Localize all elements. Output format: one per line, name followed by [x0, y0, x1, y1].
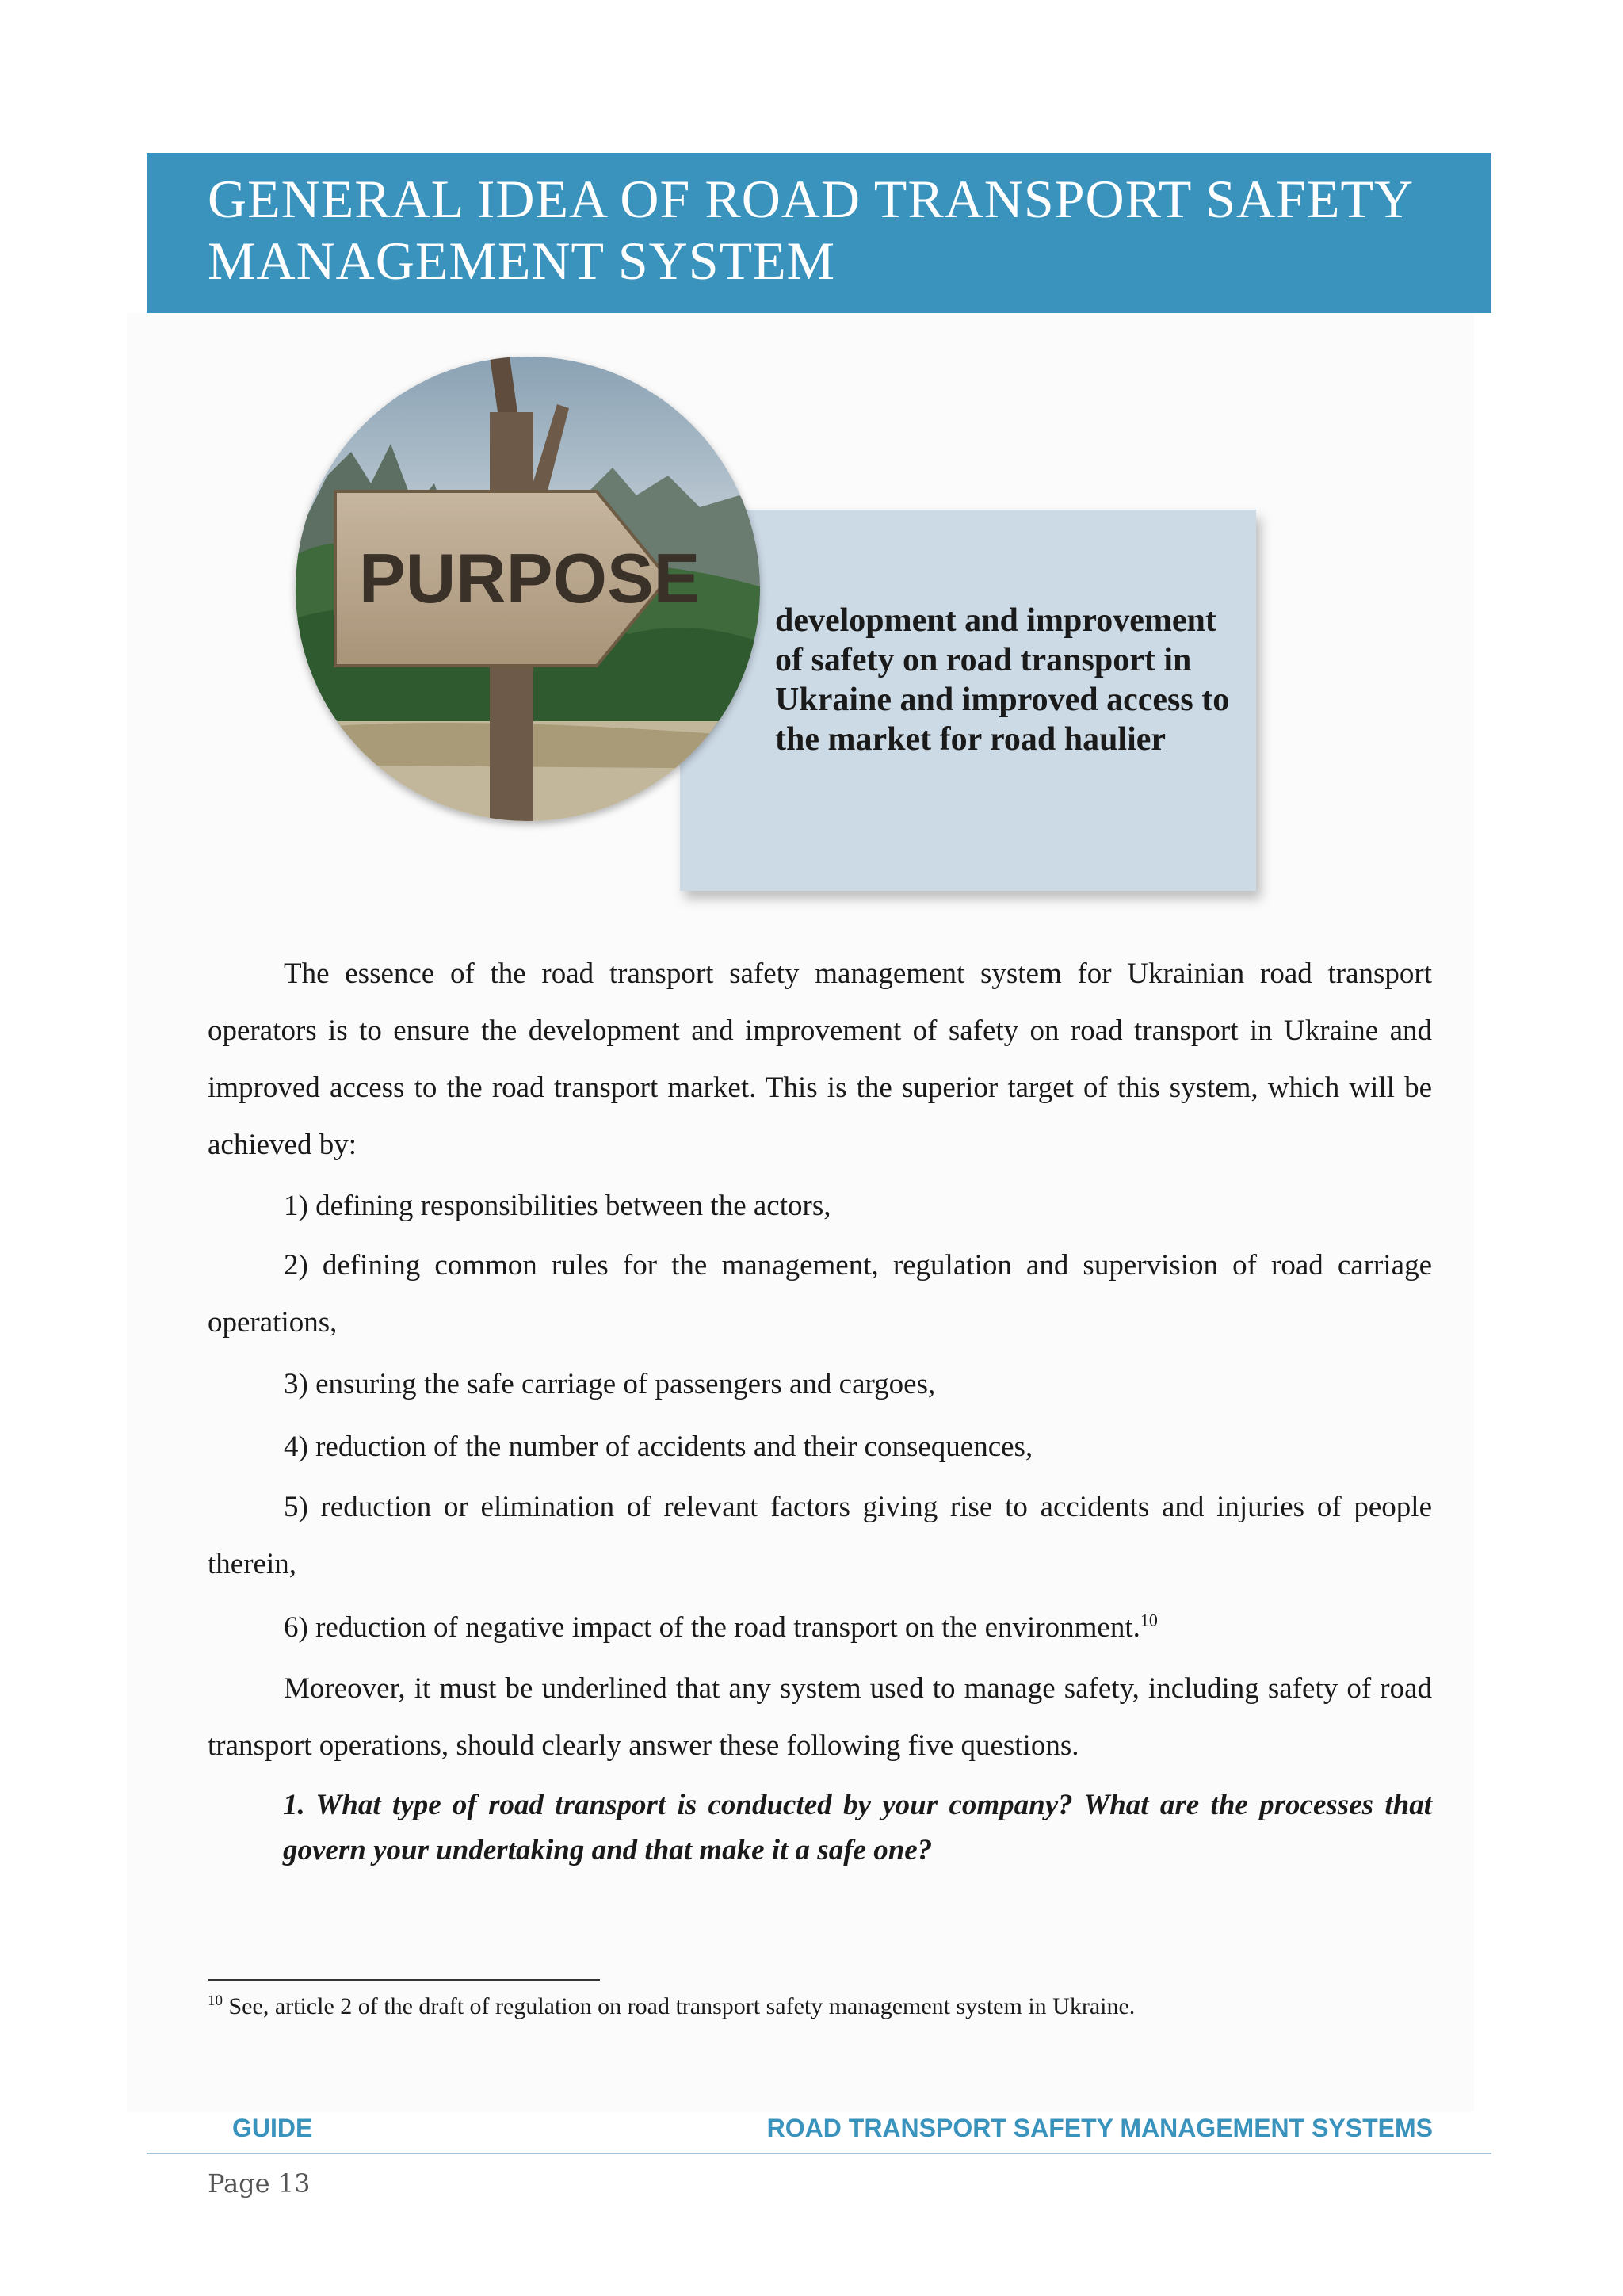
purpose-sign-text: PURPOSE [359, 539, 701, 617]
footnote-ref-10: 10 [1140, 1610, 1158, 1630]
purpose-signpost-illustration [296, 357, 760, 821]
footnote-number: 10 [208, 1992, 223, 2009]
list-item-4: 4) reduction of the number of accidents and their consequences, [284, 1431, 1033, 1463]
footer-divider [147, 2153, 1491, 2154]
list-item-5: 5) reduction or elimination of relevant factors giving rise to accidents and injuries of people therein, [208, 1491, 1432, 1580]
section-title [208, 168, 1460, 292]
list-item-6 [208, 1599, 1432, 1656]
section-title-line-2: MANAGEMENT SYSTEM [208, 231, 836, 291]
question-1: 1. What type of road transport is conducted by your company? What are the processes that govern your undertaking and that make it a safe one? [283, 1789, 1432, 1866]
footer-guide-label: GUIDE [232, 2114, 313, 2142]
footer-document-title: ROAD TRANSPORT SAFETY MANAGEMENT SYSTEMS [766, 2114, 1433, 2142]
list-item-1: 1) defining responsibilities between the actors, [284, 1190, 831, 1222]
footnote [208, 1991, 1432, 2023]
list-item-2: 2) defining common rules for the management, regulation and supervision of road carriage operations, [208, 1249, 1432, 1339]
footnote-text: See, article 2 of the draft of regulation on road transport safety management system in Ukraine. [228, 1993, 1136, 2019]
page-number: Page 13 [208, 2168, 311, 2199]
list-item-6-text: 6) reduction of negative impact of the road transport on the environment. [284, 1611, 1140, 1644]
list-item-3: 3) ensuring the safe carriage of passengers and cargoes, [284, 1368, 936, 1400]
intro-paragraph: The essence of the road transport safety management system for Ukrainian road transport operators is to ensure the development and improvement of safety on road transport in Ukraine and improved access to the road transport market. This is the superior target of this system, which will be achieved by: [208, 957, 1432, 1161]
section-title-line-1: GENERAL IDEA OF ROAD TRANSPORT SAFETY [208, 169, 1415, 229]
purpose-callout-text: development and improvement of safety on road transport in Ukraine and improved access to the market for road haulier [775, 602, 1230, 758]
footnote-separator [208, 1979, 600, 1981]
moreover-paragraph: Moreover, it must be underlined that any system used to manage safety, including safety of road transport operations, should clearly answer these following five questions. [208, 1672, 1432, 1762]
purpose-image [296, 357, 760, 821]
